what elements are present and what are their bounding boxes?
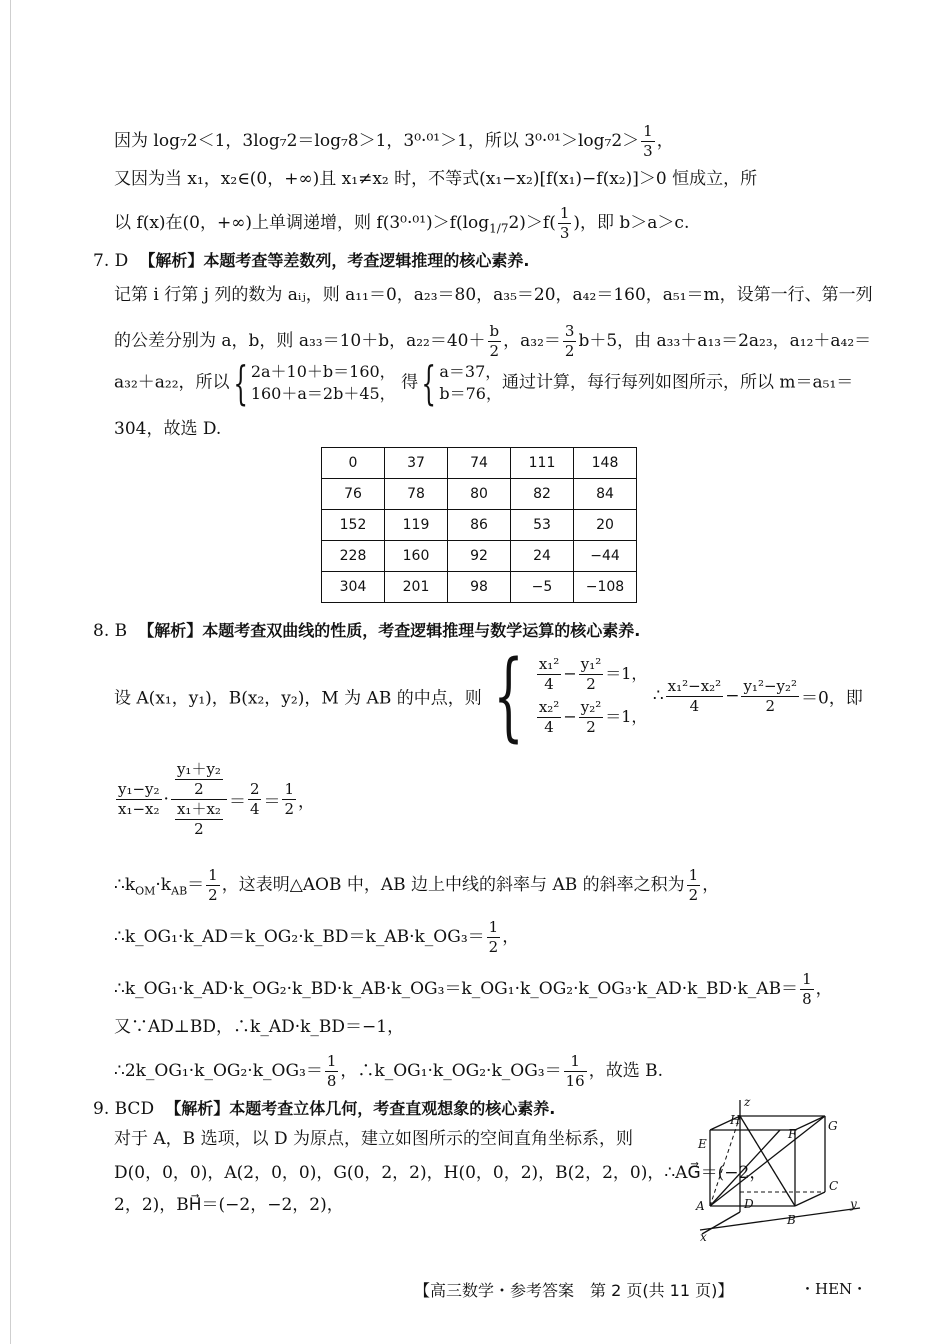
q7-paragraph-1: 记第 i 行第 j 列的数为 aᵢⱼ，则 a₁₁＝0，a₂₃＝80，a₃₅＝20，a₄₂＝160，a₅₁＝m，设第一行、第一列 [114,285,873,305]
table-cell: 24 [511,541,574,572]
q9-paragraph-2: D(0，0，0)，A(2，0，0)，G(0，2，2)，H(0，0，2)，B(2，2，0)，∴AG⃗＝(−2， [114,1163,767,1183]
table-cell: −44 [574,541,637,572]
table-cell: 201 [385,572,448,603]
q9-paragraph-1: 对于 A，B 选项，以 D 为原点，建立如图所示的空间直角坐标系，则 [114,1129,634,1149]
q9-paragraph-3: 2，2)，BH⃗＝(−2，−2，2)， [114,1195,344,1215]
q7-paragraph-2: 的公差分别为 a，b，则 a₃₃＝10＋b，a₂₂＝40＋ $\frac{b}{2}$ ，a₃₂＝ $\frac{3}{2}$ b＋5，由 a₃₃＋a₁₃＝2a₂₃，a₁₂＋a₄₂＝ [114,322,872,360]
table-row [322,448,637,479]
cube-label: E [698,1137,707,1151]
table-cell: 0 [322,448,385,479]
table-cell: 82 [511,479,574,510]
cube-label: C [829,1179,839,1193]
q8-paragraph-7: ∴2k_OG₁·k_OG₂·k_OG₃＝ $\frac{1}{8}$ ，∴k_OG₁·k_OG₂·k_OG₃＝ $\frac{1}{16}$ ，故选 B. [114,1052,664,1090]
y-axis [700,1208,860,1230]
table-cell: 228 [322,541,385,572]
q8-paragraph-1: 设 A(x₁，y₁)，B(x₂，y₂)，M 为 AB 的中点，则 { $\frac{\text{x₁²}}{4}$ − $\frac{\text{y₁²}}{2}$ ＝1， $\frac{\text{x₂²}}{4}$ − $\frac{\text{y₂²}}{2}$ ＝1， ∴ $\frac{\text{x₁²−x₂²}}{4}$ − $\frac{\text{y₁²−y₂²}}{2}$ ＝0，即 [114,640,863,752]
q7-paragraph-3: a₃₂＋a₂₂，所以{ 2a＋10＋b＝160， 160＋a＝2b＋45， 得{ a＝37， b＝76，通过计算，每行每列如图所示，所以 m＝a₅₁＝ [114,356,854,410]
x-axis [702,1212,740,1234]
table-cell: 86 [448,510,511,541]
text-line-3: 以 f(x)在(0，+∞)上单调递增，则 $f(3^0\cdot^{01})>f(\log_{1/7}2)>f$( $\frac{1}{3}$ )，即 b＞a＞c. [114,204,690,242]
q8-paragraph-6: 又∵AD⊥BD，∴k_AD·k_BD＝−1， [114,1017,405,1037]
table-cell: −108 [574,572,637,603]
cube-label: A [696,1199,705,1213]
question-7-header: 7. D 【解析】本题考查等差数列，考查逻辑推理的核心素养. [93,251,530,271]
footer-code: ・HEN・ [800,1280,868,1298]
fraction: $\frac{1}{3}$ [643,122,653,160]
q7-paragraph-4: 304，故选 D. [114,419,222,439]
table-cell: 80 [448,479,511,510]
q7-number-table [321,447,637,603]
cube-label: D [744,1197,754,1211]
cube-label: B [787,1213,796,1227]
table-cell: 148 [574,448,637,479]
cube-label: H [730,1113,741,1127]
table-cell: 76 [322,479,385,510]
page-footer: 【高三数学・参考答案 第 2 页(共 11 页)】 [414,1281,734,1300]
q8-paragraph-3: $\therefore k_{OM}\cdot k_{AB}=$ $\frac{1}{2}$ ，这表明△AOB 中，AB 边上中线的斜率与 AB 的斜率之积为 $\frac{1}{2}$ ， [114,866,720,904]
table-cell: 20 [574,510,637,541]
table-row [322,541,637,572]
table-cell: 98 [448,572,511,603]
q8-paragraph-5: ∴k_OG₁·k_AD·k_OG₂·k_BD·k_AB·k_OG₃＝k_OG₁·k_OG₂·k_OG₃·k_AD·k_BD·k_AB＝ $\frac{1}{8}$ ， [114,970,833,1008]
text-line-1: 因为 log₇2＜1，3log₇2＝log₇8＞1，3⁰·⁰¹＞1，所以 3⁰·⁰¹＞log₇2＞ $\frac{1}{3}$ ， [114,122,674,160]
table-cell: 304 [322,572,385,603]
cube-label: y [850,1197,857,1211]
table-cell: 37 [385,448,448,479]
table-cell: 111 [511,448,574,479]
page-edge-line [10,0,11,1344]
text-line-2: 又因为当 x₁，x₂∈(0，+∞)且 x₁≠x₂ 时，不等式(x₁−x₂)[f(x₁)−f(x₂)]＞0 恒成立，所 [114,169,758,189]
table-row [322,510,637,541]
fraction: $\frac{1}{3}$ [559,204,570,242]
table-cell: 92 [448,541,511,572]
cube-label: x [700,1230,707,1244]
table-row [322,479,637,510]
question-8-header: 8. B 【解析】本题考查双曲线的性质，考查逻辑推理与数学运算的核心素养. [93,621,641,641]
table-cell: 74 [448,448,511,479]
q8-paragraph-4: ∴k_OG₁·k_AD＝k_OG₂·k_BD＝k_AB·k_OG₃＝ $\frac{1}{2}$ ， [114,918,520,956]
question-9-header: 9. BCD 【解析】本题考查立体几何，考查直观想象的核心素养. [93,1099,556,1119]
table-row [322,572,637,603]
cube-label: z [744,1095,751,1109]
table-cell: 119 [385,510,448,541]
table-cell: 160 [385,541,448,572]
cube-label: F [788,1127,797,1141]
q8-paragraph-2: $\frac{\text{y₁−y₂}}{\text{x₁−x₂}}$ · $\frac{\frac{\text{y₁＋y₂}}{2}}{\frac{\text{x₁＋x₂}}{2}}$ ＝ $\frac{2}{4}$ ＝ $\frac{1}{2}$ ， [118,760,316,838]
table-cell: 53 [511,510,574,541]
table-cell: −5 [511,572,574,603]
table-cell: 152 [322,510,385,541]
cube-diagram [690,1094,870,1244]
table-cell: 84 [574,479,637,510]
table-cell: 78 [385,479,448,510]
cube-label: G [828,1119,838,1133]
